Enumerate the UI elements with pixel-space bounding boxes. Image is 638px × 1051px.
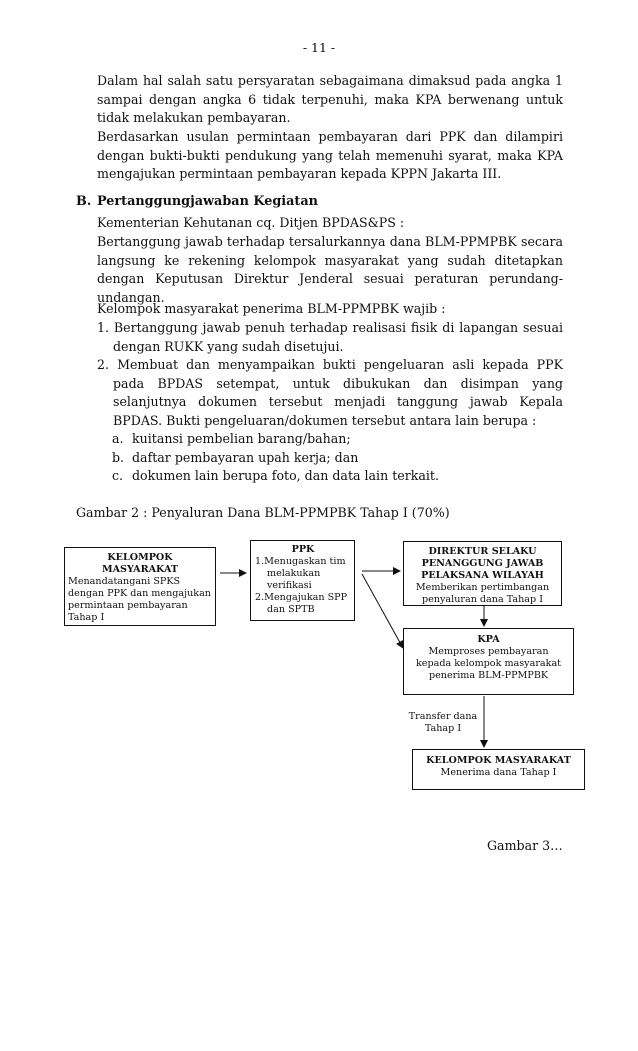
box-direktur	[403, 541, 562, 606]
sub-item-text: daftar pembayaran upah kerja; dan	[132, 450, 359, 465]
paragraph-payment-request: Berdasarkan usulan permintaan pembayaran dari PPK dan dilampiri dengan bukti-bukti pendukung yang telah memenuhi syarat, maka KPA mengajukan permintaan pembayaran kepada KPPN Jakarta III.	[97, 129, 563, 182]
section-b-title: Pertanggungjawaban Kegiatan	[97, 194, 318, 209]
page-number: - 11 -	[302, 40, 336, 55]
arrow-ppk-to-kpa	[362, 574, 403, 648]
transfer-label-line-2: Tahap I	[424, 723, 462, 734]
box-kelompok-title-2: MASYARAKAT	[101, 564, 179, 575]
sub-item-text: dokumen lain berupa foto, dan data lain terkait.	[132, 468, 439, 483]
group-intro: Kelompok masyarakat penerima BLM-PPMPBK wajib :	[97, 301, 446, 316]
next-page-reference: Gambar 3…	[487, 838, 563, 853]
box-direktur-title-2: PENANGGUNG JAWAB	[421, 558, 544, 569]
paragraph-payment-condition: Dalam hal salah satu persyaratan sebagaimana dimaksud pada angka 1 sampai dengan angka 6 tidak terpenuhi, maka KPA berwenang untuk tidak melakukan pembayaran.	[97, 73, 563, 126]
box-kpa-title: KPA	[477, 634, 500, 645]
box-direktur-title-3: PELAKSANA WILAYAH	[421, 570, 544, 581]
box-direktur-title-1: DIREKTUR SELAKU	[428, 546, 537, 557]
list-item-1: 1. Bertanggung jawab penuh terhadap realisasi fisik di lapangan sesuai dengan RUKK yang sudah disetujui.	[97, 320, 563, 354]
box-kelompok-title-1: KELOMPOK	[107, 552, 173, 563]
figure-caption: Gambar 2 : Penyaluran Dana BLM-PPMPBK Tahap I (70%)	[76, 505, 450, 520]
list-item-2: 2. Membuat dan menyampaikan bukti pengeluaran asli kepada PPK pada BPDAS setempat, untuk dibukukan dan disimpan yang selanjutnya dokumen tersebut menjadi tanggung jawab Kepala BPDAS. Bukti pengeluaran/dokumen tersebut antara lain berupa :	[97, 357, 563, 428]
ministry-responsibility: Bertanggung jawab terhadap tersalurkannya dana BLM-PPMPBK secara langsung ke rekening kelompok masyarakat yang sudah ditetapkan dengan Keputusan Direktur Jenderal sesuai peraturan perundang-undangan.	[97, 234, 563, 305]
box-ppk	[250, 540, 355, 621]
box-ppk-list	[255, 556, 351, 616]
box-kelompok-penerima	[412, 749, 585, 790]
box-ppk-item: 1.Menugaskan tim melakukan verifikasi	[255, 556, 346, 591]
box-kpa-text-1: Memproses pembayaran	[428, 646, 549, 657]
box-kpa-text-3: penerima BLM-PPMPBK	[428, 670, 549, 681]
box-ppk-item: 2.Mengajukan SPP dan SPTB	[255, 592, 348, 615]
box-result-text: Menerima dana Tahap I	[440, 767, 557, 778]
transfer-label-line-1: Transfer dana	[408, 711, 478, 722]
box-direktur-text: Memberikan pertimbangan penyaluran dana Tahap I	[415, 582, 550, 605]
ministry-label: Kementerian Kehutanan cq. Ditjen BPDAS&PS :	[97, 215, 405, 230]
box-kpa	[403, 628, 574, 695]
box-kelompok-text: Menandatangani SPKS dengan PPK dan mengajukan permintaan pembayaran Tahap I	[68, 576, 211, 623]
box-ppk-title: PPK	[291, 544, 315, 555]
box-result-title: KELOMPOK MASYARAKAT	[426, 755, 571, 766]
sub-item-letter: c.	[112, 468, 124, 483]
section-b-letter: B.	[76, 194, 92, 209]
sub-item-text: kuitansi pembelian barang/bahan;	[132, 431, 351, 446]
box-kpa-text-2: kepada kelompok masyarakat	[415, 658, 562, 669]
sub-item-letter: a.	[112, 431, 124, 446]
box-kelompok-masyarakat	[64, 547, 216, 626]
sub-item-letter: b.	[112, 450, 125, 465]
transfer-label	[404, 711, 482, 735]
